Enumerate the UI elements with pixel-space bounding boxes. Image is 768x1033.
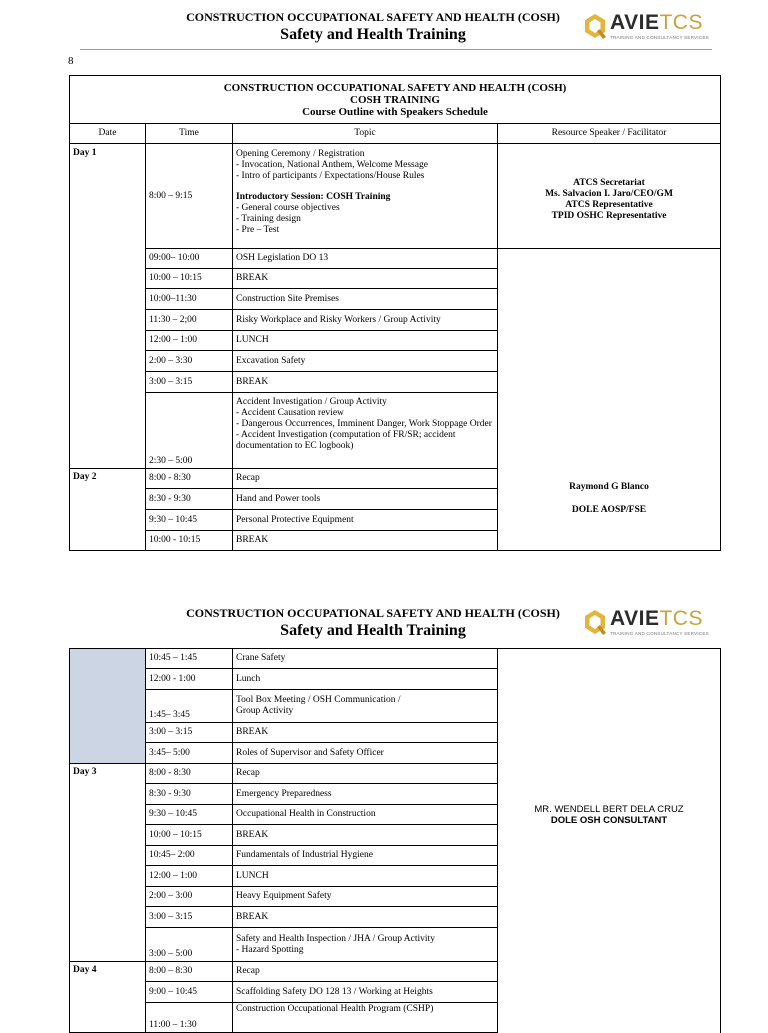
topic-cell: BREAK bbox=[233, 372, 498, 393]
table-row bbox=[70, 1003, 721, 1033]
logo-wordmark: AVIETCS bbox=[610, 11, 703, 34]
logo-wordmark: AVIETCS bbox=[610, 607, 703, 630]
topic-cell: Excavation Safety bbox=[233, 351, 498, 372]
time-cell: 3:00 – 3:15 bbox=[146, 372, 233, 393]
table-header-row bbox=[70, 124, 721, 144]
time-cell: 10:00 – 10:15 bbox=[146, 825, 233, 846]
day1-label: Day 1 bbox=[70, 144, 146, 469]
time-cell: 8:00 - 8:30 bbox=[146, 764, 233, 784]
time-cell: 12:00 – 1:00 bbox=[146, 331, 233, 351]
day2-continued-cell bbox=[70, 649, 146, 764]
topic-cell: Roles of Supervisor and Safety Officer bbox=[233, 743, 498, 764]
topic-cell: Recap bbox=[233, 764, 498, 784]
topic-cell: Accident Investigation / Group Activity - Accident Causation review - Dangerous Occurrences, Imminent Danger, Work Stoppage Order - Accident Investigation (computation of FR/SR; accident documentation to EC logbook) bbox=[233, 393, 498, 469]
topic-cell: Hand and Power tools bbox=[233, 489, 498, 510]
topic-cell: OSH Legislation DO 13 bbox=[233, 249, 498, 269]
topic-cell: LUNCH bbox=[233, 866, 498, 887]
time-cell: 10:00 - 10:15 bbox=[146, 531, 233, 551]
topic-cell: Heavy Equipment Safety bbox=[233, 887, 498, 907]
speaker-cell-wendell: MR. WENDELL BERT DELA CRUZ DOLE OSH CONSULTANT bbox=[498, 649, 721, 982]
company-logo bbox=[582, 11, 709, 44]
header-title: CONSTRUCTION OCCUPATIONAL SAFETY AND HEALTH (COSH) bbox=[186, 606, 560, 620]
topic-cell: Personal Protective Equipment bbox=[233, 510, 498, 531]
table-title: CONSTRUCTION OCCUPATIONAL SAFETY AND HEALTH (COSH) COSH TRAINING Course Outline with Speakers Schedule bbox=[70, 76, 721, 124]
header-rule bbox=[80, 49, 712, 50]
q-logo-icon bbox=[582, 12, 608, 42]
page-marker: 8 bbox=[68, 55, 74, 67]
header-title: CONSTRUCTION OCCUPATIONAL SAFETY AND HEALTH (COSH) bbox=[186, 10, 560, 24]
topic-cell: Occupational Health in Construction bbox=[233, 805, 498, 825]
time-cell: 10:45 – 1:45 bbox=[146, 649, 233, 669]
topic-cell: BREAK bbox=[233, 907, 498, 928]
time-cell: 3:00 – 3:15 bbox=[146, 723, 233, 743]
topic-cell: Emergency Preparedness bbox=[233, 784, 498, 805]
logo-tagline: TRAINING AND CONSULTANCY SERVICES bbox=[610, 35, 709, 40]
company-logo bbox=[582, 607, 709, 640]
time-cell: 09:00– 10:00 bbox=[146, 249, 233, 269]
time-cell: 9:30 – 10:45 bbox=[146, 805, 233, 825]
time-cell: 12:00 - 1:00 bbox=[146, 669, 233, 690]
time-cell: 8:30 - 9:30 bbox=[146, 784, 233, 805]
time-cell: 11:00 – 1:30 bbox=[146, 1003, 233, 1033]
topic-cell: BREAK bbox=[233, 531, 498, 551]
topic-cell: Construction Occupational Health Program (CSHP) bbox=[233, 1003, 498, 1033]
time-cell: 8:00 - 8:30 bbox=[146, 469, 233, 489]
topic-cell: Crane Safety bbox=[233, 649, 498, 669]
time-cell: 10:45– 2:00 bbox=[146, 846, 233, 866]
col-topic: Topic bbox=[233, 124, 498, 144]
time-cell: 1:45– 3:45 bbox=[146, 690, 233, 723]
time-cell: 3:00 – 3:15 bbox=[146, 907, 233, 928]
table-row bbox=[70, 144, 721, 249]
topic-cell: Fundamentals of Industrial Hygiene bbox=[233, 846, 498, 866]
topic-cell: Risky Workplace and Risky Workers / Group Activity bbox=[233, 310, 498, 331]
topic-cell: BREAK bbox=[233, 825, 498, 846]
table-row bbox=[70, 249, 721, 269]
time-cell: 10:00–11:30 bbox=[146, 289, 233, 310]
q-logo-icon bbox=[582, 608, 608, 638]
topic-cell: Opening Ceremony / Registration - Invocation, National Anthem, Welcome Message - Intro of participants / Expectations/House Rules Introductory Session: COSH Training - General course objectives - Training design - Pre – Test bbox=[233, 144, 498, 249]
topic-cell: BREAK bbox=[233, 723, 498, 743]
time-cell: 9:00 – 10:45 bbox=[146, 982, 233, 1003]
col-time: Time bbox=[146, 124, 233, 144]
time-cell: 2:00 – 3:30 bbox=[146, 351, 233, 372]
topic-cell: LUNCH bbox=[233, 331, 498, 351]
col-date: Date bbox=[70, 124, 146, 144]
page-header-2 bbox=[0, 596, 768, 644]
time-cell: 8:00 – 8:30 bbox=[146, 962, 233, 982]
topic-cell: BREAK bbox=[233, 269, 498, 289]
day3-label: Day 3 bbox=[70, 764, 146, 962]
time-cell: 10:00 – 10:15 bbox=[146, 269, 233, 289]
time-cell: 12:00 – 1:00 bbox=[146, 866, 233, 887]
time-cell: 8:00 – 9:15 bbox=[146, 144, 233, 249]
table-row bbox=[70, 649, 721, 669]
time-cell: 11:30 – 2;00 bbox=[146, 310, 233, 331]
time-cell: 3:45– 5:00 bbox=[146, 743, 233, 764]
speaker-cell-day1: ATCS Secretariat Ms. Salvacion I. Jaro/CEO/GM ATCS Representative TPID OSHC Representative bbox=[498, 144, 721, 249]
table-row bbox=[70, 982, 721, 1003]
time-cell: 2:30 – 5:00 bbox=[146, 393, 233, 469]
topic-cell: Recap bbox=[233, 469, 498, 489]
topic-cell: Scaffolding Safety DO 128 13 / Working at Heights bbox=[233, 982, 498, 1003]
logo-tagline: TRAINING AND CONSULTANCY SERVICES bbox=[610, 631, 709, 636]
schedule-table-2 bbox=[69, 648, 721, 1033]
topic-cell: Recap bbox=[233, 962, 498, 982]
topic-cell: Safety and Health Inspection / JHA / Group Activity - Hazard Spotting bbox=[233, 928, 498, 962]
time-cell: 3:00 – 5:00 bbox=[146, 928, 233, 962]
topic-cell: Tool Box Meeting / OSH Communication / Group Activity bbox=[233, 690, 498, 723]
day2-label: Day 2 bbox=[70, 469, 146, 551]
time-cell: 8:30 - 9:30 bbox=[146, 489, 233, 510]
topic-cell: Lunch bbox=[233, 669, 498, 690]
header-subtitle: Safety and Health Training bbox=[280, 26, 466, 43]
schedule-table-1 bbox=[69, 75, 721, 551]
day4-label: Day 4 bbox=[70, 962, 146, 1033]
time-cell: 2:00 – 3:00 bbox=[146, 887, 233, 907]
header-subtitle: Safety and Health Training bbox=[280, 622, 466, 639]
time-cell: 9:30 – 10:45 bbox=[146, 510, 233, 531]
speaker-cell-raymond: Raymond G Blanco DOLE AOSP/FSE bbox=[498, 249, 721, 551]
topic-cell: Construction Site Premises bbox=[233, 289, 498, 310]
page-header-1 bbox=[0, 0, 768, 48]
col-speaker: Resource Speaker / Facilitator bbox=[498, 124, 721, 144]
